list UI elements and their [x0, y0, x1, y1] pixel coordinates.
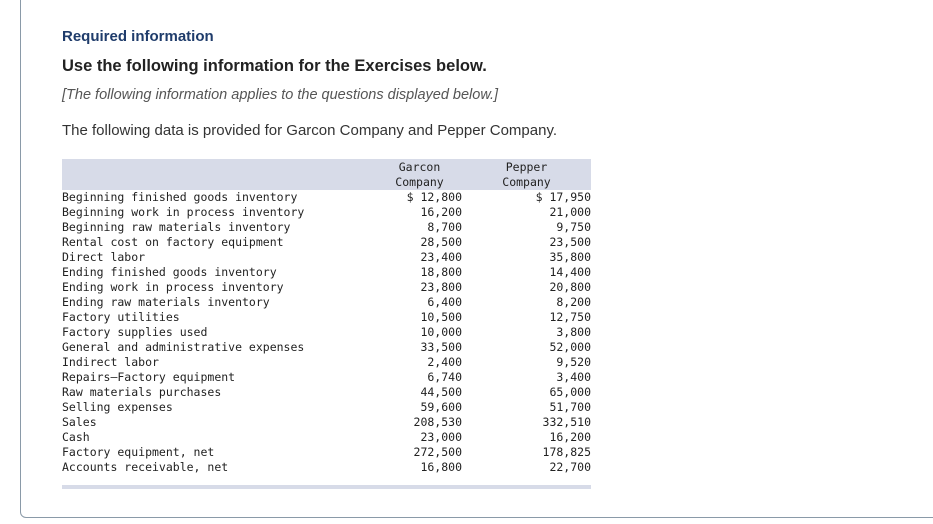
pepper-value: 3,400	[556, 370, 591, 384]
pepper-value: 12,750	[549, 310, 591, 324]
intro-text: The following data is provided for Garcon Company and Pepper Company.	[62, 122, 557, 139]
garcon-value: 59,600	[420, 400, 462, 414]
row-label: Accounts receivable, net	[62, 460, 229, 474]
garcon-value: 8,700	[427, 220, 462, 234]
table-row	[62, 460, 591, 475]
row-label: Cash	[62, 430, 90, 444]
applies-note: [The following information applies to the questions displayed below.]	[62, 87, 499, 103]
table-row	[62, 355, 591, 370]
data-table-container	[62, 159, 591, 489]
row-label: Repairs—Factory equipment	[62, 370, 236, 384]
pepper-value: 9,750	[556, 220, 591, 234]
pepper-value: 35,800	[549, 250, 591, 264]
pepper-value: 23,500	[549, 235, 591, 249]
row-label: Sales	[62, 415, 97, 429]
row-label: Beginning work in process inventory	[62, 205, 305, 219]
row-label: Ending work in process inventory	[62, 280, 284, 294]
row-label: Selling expenses	[62, 400, 173, 414]
table-row	[62, 250, 591, 265]
table-row	[62, 430, 591, 445]
garcon-value: 208,530	[413, 415, 462, 429]
table-row	[62, 235, 591, 250]
pepper-value: 178,825	[542, 445, 591, 459]
row-label: Ending finished goods inventory	[62, 265, 277, 279]
pepper-value: 51,700	[549, 400, 591, 414]
row-label: Ending raw materials inventory	[62, 295, 270, 309]
pepper-value: 22,700	[549, 460, 591, 474]
garcon-value: 23,800	[420, 280, 462, 294]
row-label: Beginning finished goods inventory	[62, 190, 298, 204]
pepper-value: 9,520	[556, 355, 591, 369]
pepper-value: $ 17,950	[535, 190, 591, 204]
table-row	[62, 370, 591, 385]
data-table	[62, 159, 591, 475]
table-row	[62, 385, 591, 400]
row-label: Raw materials purchases	[62, 385, 222, 399]
garcon-value: 18,800	[420, 265, 462, 279]
row-label: Beginning raw materials inventory	[62, 220, 291, 234]
table-row	[62, 220, 591, 235]
label-column-header	[62, 159, 377, 190]
table-row	[62, 295, 591, 310]
pepper-value: 3,800	[556, 325, 591, 339]
pepper-header-line2: Company	[502, 175, 551, 189]
garcon-value: 16,800	[420, 460, 462, 474]
row-label: Rental cost on factory equipment	[62, 235, 284, 249]
table-header-row	[62, 159, 591, 190]
table-body	[62, 190, 591, 475]
garcon-value: 23,400	[420, 250, 462, 264]
garcon-value: $ 12,800	[406, 190, 462, 204]
table-row	[62, 445, 591, 460]
pepper-value: 8,200	[556, 295, 591, 309]
row-label: Factory equipment, net	[62, 445, 215, 459]
garcon-header-line1: Garcon	[398, 160, 441, 174]
instruction-text: Use the following information for the Exercises below.	[62, 57, 487, 75]
row-label: Factory utilities	[62, 310, 180, 324]
table-row	[62, 280, 591, 295]
table-row	[62, 265, 591, 280]
garcon-value: 272,500	[413, 445, 462, 459]
garcon-value: 23,000	[420, 430, 462, 444]
table-row	[62, 190, 591, 205]
garcon-value: 44,500	[420, 385, 462, 399]
garcon-column-header	[377, 159, 462, 190]
garcon-value: 10,500	[420, 310, 462, 324]
section-heading: Required information	[62, 28, 214, 45]
pepper-value: 21,000	[549, 205, 591, 219]
pepper-value: 332,510	[542, 415, 591, 429]
pepper-header-line1: Pepper	[505, 160, 548, 174]
row-label: General and administrative expenses	[62, 340, 305, 354]
pepper-value: 52,000	[549, 340, 591, 354]
table-row	[62, 205, 591, 220]
garcon-value: 6,400	[427, 295, 462, 309]
pepper-column-header	[462, 159, 591, 190]
pepper-value: 14,400	[549, 265, 591, 279]
garcon-value: 33,500	[420, 340, 462, 354]
table-row	[62, 340, 591, 355]
garcon-value: 10,000	[420, 325, 462, 339]
garcon-value: 6,740	[427, 370, 462, 384]
garcon-value: 16,200	[420, 205, 462, 219]
row-label: Direct labor	[62, 250, 146, 264]
table-bottom-rule	[62, 485, 591, 489]
row-label: Indirect labor	[62, 355, 159, 369]
table-row	[62, 400, 591, 415]
row-label: Factory supplies used	[62, 325, 208, 339]
pepper-value: 16,200	[549, 430, 591, 444]
garcon-value: 2,400	[427, 355, 462, 369]
table-row	[62, 325, 591, 340]
pepper-value: 65,000	[549, 385, 591, 399]
garcon-header-line2: Company	[395, 175, 444, 189]
table-row	[62, 310, 591, 325]
pepper-value: 20,800	[549, 280, 591, 294]
table-row	[62, 415, 591, 430]
garcon-value: 28,500	[420, 235, 462, 249]
